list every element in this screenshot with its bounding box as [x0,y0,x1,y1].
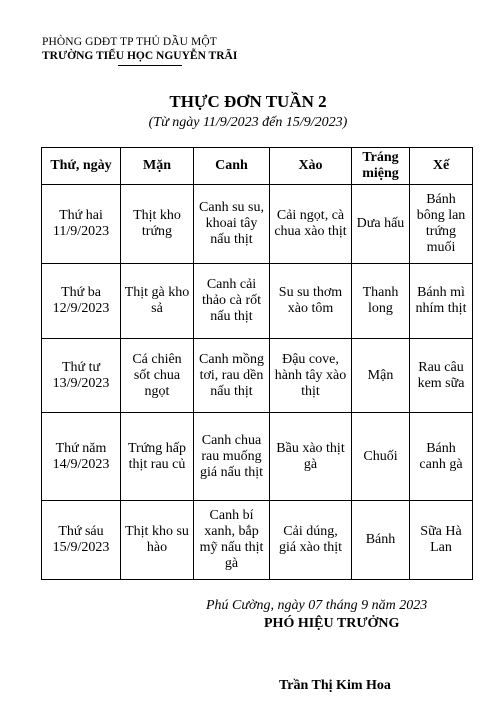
stir-fry-cell: Cải dúng, giá xào thịt [270,501,352,580]
table-row [42,339,473,413]
dessert-cell: Chuối [352,413,410,501]
table-row [42,413,473,501]
stir-fry-cell: Cải ngọt, cà chua xào thịt [270,185,352,264]
snack-cell: Sữa Hà Lan [410,501,473,580]
snack-cell: Bánh bông lan trứng muối [410,185,473,264]
soup-cell: Canh cải thảo cà rốt nấu thịt [194,264,270,339]
main-dish-cell: Thịt kho trứng [121,185,194,264]
snack-cell: Bánh mì nhím thịt [410,264,473,339]
dessert-cell: Dưa hấu [352,185,410,264]
column-header: Xế [410,148,473,185]
soup-cell: Canh bí xanh, bắp mỹ nấu thịt gà [194,501,270,580]
main-dish-cell: Cá chiên sốt chua ngọt [121,339,194,413]
signer-position: PHÓ HIỆU TRƯỞNG [264,616,400,631]
day-cell: Thứ hai 11/9/2023 [42,185,121,264]
table-row [42,264,473,339]
dessert-cell: Thanh long [352,264,410,339]
day-cell: Thứ sáu 15/9/2023 [42,501,121,580]
weekly-menu-table [41,147,473,580]
main-dish-cell: Thịt gà kho sả [121,264,194,339]
snack-cell: Bánh canh gà [410,413,473,501]
signer-name: Trần Thị Kim Hoa [279,678,391,693]
soup-cell: Canh chua rau muống giá nấu thịt [194,413,270,501]
column-header: Canh [194,148,270,185]
main-dish-cell: Thịt kho su hào [121,501,194,580]
place-date: Phú Cường, ngày 07 tháng 9 năm 2023 [206,598,428,613]
column-header: Tráng miệng [352,148,410,185]
dessert-cell: Bánh [352,501,410,580]
day-cell: Thứ năm 14/9/2023 [42,413,121,501]
column-header: Thứ, ngày [42,148,121,185]
stir-fry-cell: Su su thơm xào tôm [270,264,352,339]
department-name: PHÒNG GDĐT TP THỦ DẦU MỘT [42,36,217,48]
day-cell: Thứ ba 12/9/2023 [42,264,121,339]
stir-fry-cell: Đậu cove, hành tây xào thịt [270,339,352,413]
table-row [42,185,473,264]
main-dish-cell: Trứng hấp thịt rau củ [121,413,194,501]
table-header-row [42,148,473,185]
school-name: TRƯỜNG TIỂU HỌC NGUYỄN TRÃI [42,50,238,62]
column-header: Mặn [121,148,194,185]
table-row [42,501,473,580]
day-cell: Thứ tư 13/9/2023 [42,339,121,413]
dessert-cell: Mận [352,339,410,413]
column-header: Xào [270,148,352,185]
soup-cell: Canh su su, khoai tây nấu thịt [194,185,270,264]
page-title: THỰC ĐƠN TUẦN 2 [169,92,327,111]
date-range: (Từ ngày 11/9/2023 đến 15/9/2023) [148,115,348,130]
header-underline [118,65,182,66]
snack-cell: Rau câu kem sữa [410,339,473,413]
soup-cell: Canh mồng tơi, rau dền nấu thịt [194,339,270,413]
stir-fry-cell: Bầu xào thịt gà [270,413,352,501]
